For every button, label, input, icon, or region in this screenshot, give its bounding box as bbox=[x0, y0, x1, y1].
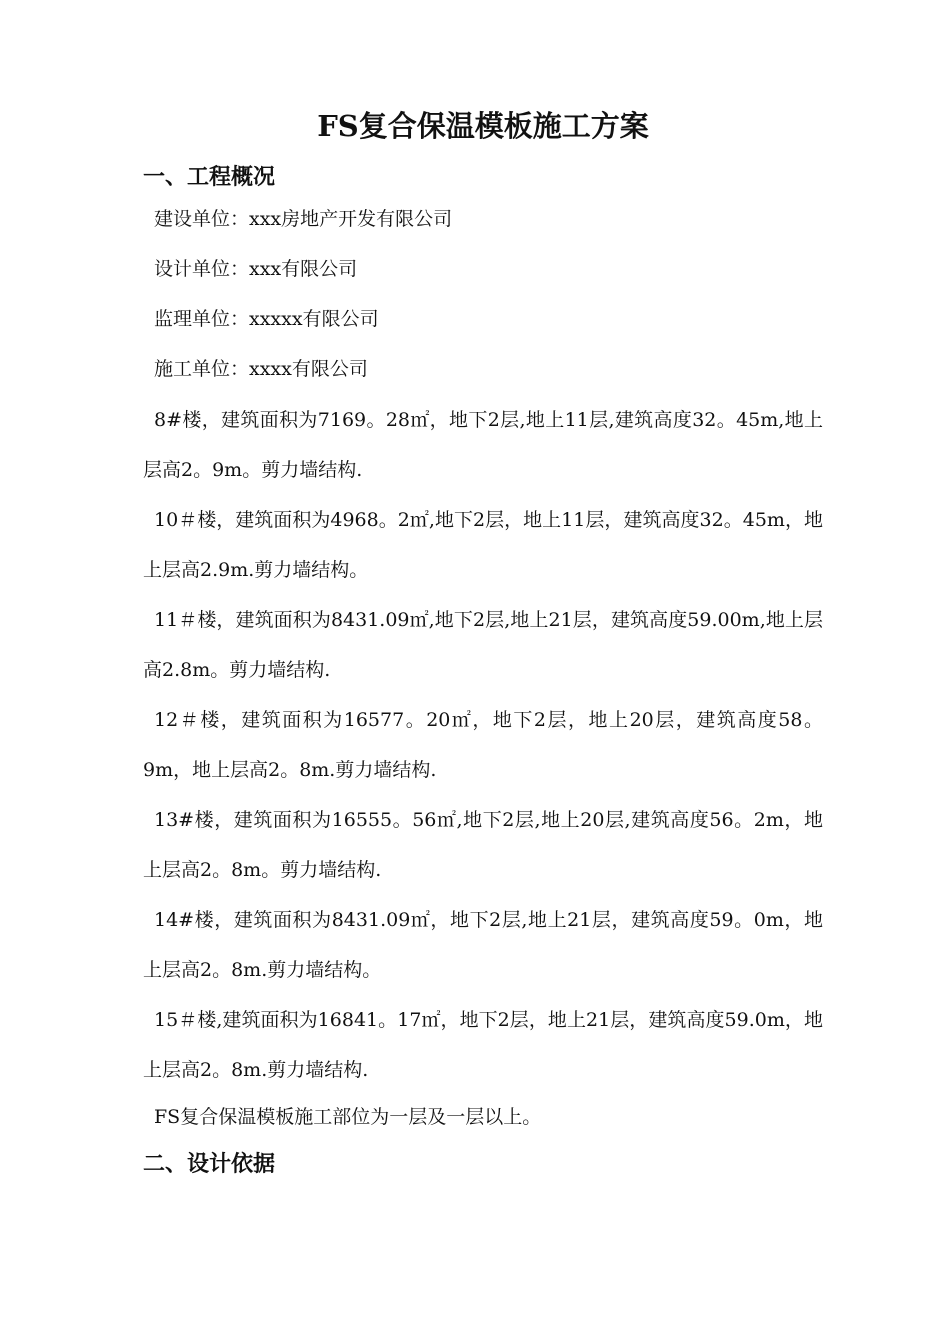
building-14-info: 14#楼，建筑面积为8431.09㎡，地下2层,地上21层，建筑高度59。0m，地上层高2。8m.剪力墙结构。 bbox=[143, 909, 823, 981]
contractor-unit: 施工单位：xxxx有限公司 bbox=[154, 358, 368, 380]
document-title: FS复合保温模板施工方案 bbox=[317, 109, 649, 143]
section-heading-overview: 一、工程概况 bbox=[143, 164, 276, 190]
building-10-info: 10＃楼，建筑面积为4968。2㎡,地下2层，地上11层，建筑高度32。45m，地上层高2.9m.剪力墙结构。 bbox=[143, 509, 823, 581]
building-11-info: 11＃楼，建筑面积为8431.09㎡,地下2层,地上21层，建筑高度59.00m,地上层高2.8m。剪力墙结构. bbox=[143, 609, 823, 681]
design-unit: 设计单位：xxx有限公司 bbox=[154, 258, 358, 280]
construction-scope: FS复合保温模板施工部位为一层及一层以上。 bbox=[154, 1106, 542, 1128]
building-13-info: 13#楼，建筑面积为16555。56㎡,地下2层,地上20层,建筑高度56。2m，地上层高2。8m。剪力墙结构. bbox=[143, 809, 823, 881]
building-12-info: 12＃楼，建筑面积为16577。20㎡，地下2层，地上20层，建筑高度58。9m，地上层高2。8m.剪力墙结构. bbox=[143, 709, 823, 781]
section-heading-design-basis: 二、设计依据 bbox=[143, 1151, 276, 1177]
construction-unit: 建设单位：xxx房地产开发有限公司 bbox=[154, 208, 453, 230]
building-15-info: 15＃楼,建筑面积为16841。17㎡，地下2层，地上21层，建筑高度59.0m，地上层高2。8m.剪力墙结构. bbox=[143, 1009, 823, 1081]
supervision-unit: 监理单位：xxxxx有限公司 bbox=[154, 308, 379, 330]
building-8-info: 8#楼，建筑面积为7169。28㎡，地下2层,地上11层,建筑高度32。45m,地上层高2。9m。剪力墙结构. bbox=[143, 409, 823, 481]
